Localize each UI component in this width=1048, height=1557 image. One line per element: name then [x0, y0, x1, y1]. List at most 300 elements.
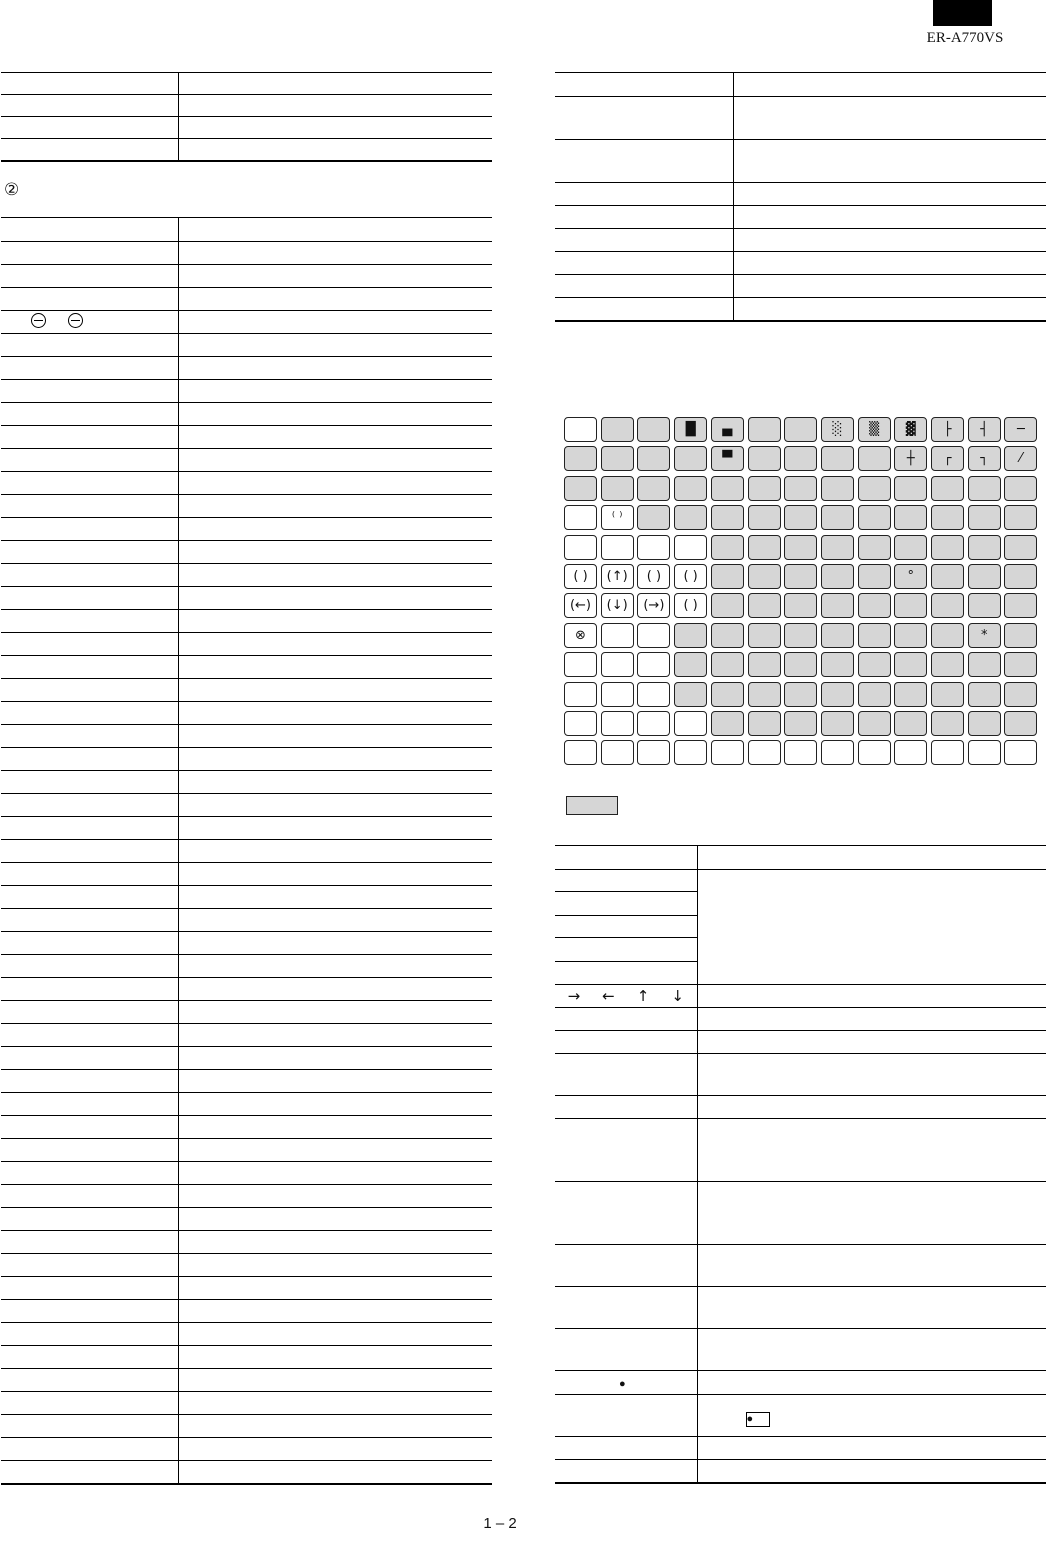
- table-cell-desc: [178, 518, 492, 541]
- table-cell-label: [555, 916, 697, 938]
- table-row: [1, 1070, 492, 1093]
- keyboard-key: [637, 652, 670, 677]
- table-cell-desc: [178, 218, 492, 242]
- table-cell-label: [555, 183, 733, 206]
- table-cell-label: [1, 117, 178, 139]
- keyboard-key: [858, 476, 891, 501]
- table-row: [1, 932, 492, 955]
- table-cell-desc: [178, 1001, 492, 1024]
- table-cell-label: [1, 886, 178, 909]
- keyboard-key: [894, 740, 927, 765]
- table-cell-label: [555, 252, 733, 275]
- table-row: [555, 1182, 1046, 1245]
- table-row: [555, 140, 1046, 183]
- keyboard-key: [1004, 711, 1037, 736]
- table-row: [555, 1119, 1046, 1182]
- table-cell-desc: [733, 73, 1046, 97]
- keyboard-key: [968, 564, 1001, 589]
- table-row: [555, 1371, 1046, 1395]
- table-cell-desc: [178, 1093, 492, 1116]
- keyboard-key: █: [674, 417, 707, 442]
- table-row: [1, 610, 492, 633]
- keyboard-key: [821, 740, 854, 765]
- keyboard-key: [968, 740, 1001, 765]
- table-row: [1, 426, 492, 449]
- keyboard-key: [784, 711, 817, 736]
- table-cell-desc: [178, 955, 492, 978]
- table-cell-desc: [697, 846, 1046, 870]
- table-cell-label: [1, 587, 178, 610]
- table-row: [1, 1208, 492, 1231]
- keyboard-key: (↑): [601, 564, 634, 589]
- keyboard-key: [858, 623, 891, 648]
- keyboard-key: [564, 476, 597, 501]
- table-cell-desc: [178, 771, 492, 794]
- table-cell-desc: [178, 139, 492, 161]
- keyboard-key: [894, 593, 927, 618]
- table-cell-label: [555, 1287, 697, 1329]
- table-cell-label: [1, 357, 178, 380]
- keyboard-key: ├: [931, 417, 964, 442]
- table-cell-desc: [733, 298, 1046, 321]
- table-cell-desc: [697, 1182, 1046, 1245]
- section-marker: ②: [4, 180, 20, 199]
- keyboard-key: [1004, 740, 1037, 765]
- table-cell-desc: [178, 1346, 492, 1369]
- table-cell-desc: [178, 679, 492, 702]
- keyboard-key: ( ): [674, 564, 707, 589]
- keyboard-key: [968, 593, 1001, 618]
- keyboard-key: [674, 740, 707, 765]
- table-row: [1, 794, 492, 817]
- table-row: [1, 139, 492, 161]
- table-cell-desc: [178, 587, 492, 610]
- keyboard-key: [674, 505, 707, 530]
- keyboard-key: [674, 476, 707, 501]
- table-cell-desc: [178, 978, 492, 1001]
- keyboard-key: [858, 564, 891, 589]
- arrow-icon: ←: [602, 987, 615, 1005]
- table-cell-label: [1, 541, 178, 564]
- keyboard-key: [821, 711, 854, 736]
- table-row: [1, 117, 492, 139]
- table-cell-label: [555, 1182, 697, 1245]
- table-row: [555, 985, 1046, 1008]
- keyboard-key: [821, 593, 854, 618]
- table-cell-label: [555, 1245, 697, 1287]
- dot-icon: ●: [619, 1377, 626, 1390]
- table-row: [555, 1031, 1046, 1054]
- table-cell-desc: [697, 1287, 1046, 1329]
- table-cell-desc: [697, 1437, 1046, 1460]
- table-row: [555, 870, 1046, 892]
- keyboard-key: ⁄: [1004, 446, 1037, 471]
- keyboard-key: [601, 535, 634, 560]
- table-cell-label: [1, 472, 178, 495]
- table-row: [1, 95, 492, 117]
- keyboard-key: [601, 623, 634, 648]
- keyboard-key: [931, 476, 964, 501]
- keyboard-key: [601, 476, 634, 501]
- keyboard-key: [748, 564, 781, 589]
- dot-key-icon: ●: [746, 1412, 770, 1427]
- keyboard-key: [674, 682, 707, 707]
- table-cell-desc: [733, 252, 1046, 275]
- keyboard-key: [601, 711, 634, 736]
- table-cell-label: [555, 1371, 697, 1395]
- table-cell-label: [1, 840, 178, 863]
- keyboard-key: [1004, 593, 1037, 618]
- keyboard-key: ▒: [858, 417, 891, 442]
- table-cell-label: [555, 870, 697, 892]
- keyboard-key: [637, 711, 670, 736]
- keyboard-key: [968, 652, 1001, 677]
- keyboard-key: [711, 711, 744, 736]
- table-row: [1, 702, 492, 725]
- table-cell-label: [1, 955, 178, 978]
- keyboard-key: [821, 564, 854, 589]
- table-cell-desc: [178, 702, 492, 725]
- table-cell-desc: [178, 288, 492, 311]
- table-cell-label: [1, 1438, 178, 1461]
- keyboard-key: ( ): [674, 593, 707, 618]
- table-row: [1, 311, 492, 334]
- table-cell-desc: [178, 449, 492, 472]
- table-row: [1, 1369, 492, 1392]
- table-row: [1, 1300, 492, 1323]
- table-row: [1, 1001, 492, 1024]
- table-cell-desc: [178, 863, 492, 886]
- table-cell-label: [555, 1437, 697, 1460]
- keyboard-key: [784, 476, 817, 501]
- table-cell-desc: [178, 311, 492, 334]
- table-cell-label: [1, 288, 178, 311]
- table-cell-label: [555, 298, 733, 321]
- table-cell-desc: [178, 541, 492, 564]
- keyboard-key: [931, 535, 964, 560]
- table-cell-desc: [178, 610, 492, 633]
- table-row: [555, 1287, 1046, 1329]
- table-cell-label: [1, 1047, 178, 1070]
- table-cell-desc: [178, 1438, 492, 1461]
- keyboard-key: ─: [1004, 417, 1037, 442]
- table-row: [1, 472, 492, 495]
- keyboard-key: [748, 682, 781, 707]
- table-cell-label: [555, 1031, 697, 1054]
- table-cell-desc: [697, 1371, 1046, 1395]
- table-cell-desc: [697, 1031, 1046, 1054]
- table-cell-label: [1, 725, 178, 748]
- table-row: [555, 1329, 1046, 1371]
- table-cell-label: [1, 403, 178, 426]
- table-cell-label: [1, 1162, 178, 1185]
- keyboard-key: ▀: [711, 446, 744, 471]
- keyboard-key: [748, 417, 781, 442]
- table-row: [555, 1437, 1046, 1460]
- keyboard-key: [858, 446, 891, 471]
- table-cell-label: [1, 426, 178, 449]
- table-cell-desc: [178, 725, 492, 748]
- table-cell-label: [1, 218, 178, 242]
- keyboard-key: [564, 505, 597, 530]
- table-cell-label: [555, 1329, 697, 1371]
- table-row: [1, 1461, 492, 1484]
- table-cell-desc: [178, 1323, 492, 1346]
- arrow-icon: ↓: [671, 987, 684, 1005]
- keyboard-key: [637, 476, 670, 501]
- table-cell-label: [1, 932, 178, 955]
- keyboard-key: [748, 505, 781, 530]
- table-cell-desc: [178, 265, 492, 288]
- table-cell-label: [1, 139, 178, 161]
- table-row: [555, 252, 1046, 275]
- keyboard-key: ┼: [894, 446, 927, 471]
- keyboard-key: (→): [637, 593, 670, 618]
- keyboard-key: [674, 623, 707, 648]
- keyboard-key: [564, 682, 597, 707]
- table-row: [1, 242, 492, 265]
- table-row: [1, 1438, 492, 1461]
- table-cell-label: [1, 73, 178, 95]
- keyboard-layout: [560, 413, 1040, 767]
- table-row: [1, 587, 492, 610]
- table-cell-desc: [178, 1300, 492, 1323]
- model-name: ER-A770VS: [926, 30, 1004, 46]
- keyboard-key: ⊗: [564, 623, 597, 648]
- table-cell-label: [555, 962, 697, 985]
- keyboard-key: [894, 505, 927, 530]
- table-row: [555, 298, 1046, 321]
- table-row: [1, 1116, 492, 1139]
- table-row: [1, 1231, 492, 1254]
- table-cell-label: [555, 73, 733, 97]
- table-cell-label: [555, 1119, 697, 1182]
- keyboard-key: [1004, 652, 1037, 677]
- keyboard-key: [931, 505, 964, 530]
- table-cell-label: [1, 1369, 178, 1392]
- table-cell-label: [1, 1070, 178, 1093]
- table-cell-desc: [697, 1119, 1046, 1182]
- keyboard-key: [564, 711, 597, 736]
- table-cell-desc: [178, 909, 492, 932]
- table-row: [1, 218, 492, 242]
- table-cell-label: [555, 985, 697, 1008]
- keyboard-key: [748, 446, 781, 471]
- table-cell-label: [1, 748, 178, 771]
- table-row: [1, 403, 492, 426]
- table-row: [555, 73, 1046, 97]
- keyboard-key: [601, 417, 634, 442]
- table-row: [1, 1323, 492, 1346]
- table-cell-label: [555, 1008, 697, 1031]
- table-row: [1, 679, 492, 702]
- table-cell-label: [1, 95, 178, 117]
- table-cell-desc: [733, 183, 1046, 206]
- table-cell-desc: [178, 403, 492, 426]
- keyboard-key: [894, 476, 927, 501]
- keyboard-key: [784, 740, 817, 765]
- keyboard-key: [674, 535, 707, 560]
- keyboard-key: [637, 446, 670, 471]
- keyboard-key: [931, 682, 964, 707]
- table-cell-label: [1, 311, 178, 334]
- table-cell-desc: [178, 95, 492, 117]
- keyboard-key: [601, 740, 634, 765]
- table-row: [1, 1415, 492, 1438]
- table-cell-label: [1, 1139, 178, 1162]
- table-cell-label: [1, 1415, 178, 1438]
- keyboard-key: [931, 740, 964, 765]
- keyboard-key: [784, 535, 817, 560]
- table-cell-label: [1, 1093, 178, 1116]
- table-row: [555, 1395, 1046, 1437]
- table-row: [1, 978, 492, 1001]
- table-cell-desc: [178, 817, 492, 840]
- table-row: [555, 1245, 1046, 1287]
- keyboard-key: [858, 535, 891, 560]
- table-cell-desc: [178, 380, 492, 403]
- table-cell-desc: [178, 1024, 492, 1047]
- table-cell-desc: [178, 656, 492, 679]
- keyboard-key: [748, 740, 781, 765]
- keyboard-key: [894, 652, 927, 677]
- table-cell-label: [1, 1300, 178, 1323]
- table-cell-label: [1, 1277, 178, 1300]
- keyboard-key: [931, 623, 964, 648]
- keyboard-key: [931, 652, 964, 677]
- keyboard-key: [711, 740, 744, 765]
- table-row: [1, 564, 492, 587]
- table-row: [1, 909, 492, 932]
- keyboard-key: [821, 535, 854, 560]
- keyboard-key: [784, 564, 817, 589]
- keyboard-key: [968, 505, 1001, 530]
- keyboard-key: [637, 682, 670, 707]
- keyboard-key: [601, 682, 634, 707]
- keyboard-key: [784, 446, 817, 471]
- table-cell-desc: [733, 229, 1046, 252]
- table-row: [1, 1346, 492, 1369]
- table-cell-desc: [697, 985, 1046, 1008]
- table-cell-desc: [178, 1231, 492, 1254]
- keyboard-key: [564, 740, 597, 765]
- table-row: [1, 518, 492, 541]
- keyboard-key: [601, 446, 634, 471]
- keyboard-key: [711, 505, 744, 530]
- table-row: [1, 656, 492, 679]
- table-cell-label: [1, 702, 178, 725]
- table-cell-label: [1, 1208, 178, 1231]
- table-cell-label: [1, 1392, 178, 1415]
- keyboard-key: ░: [821, 417, 854, 442]
- header-black-tab: [933, 0, 992, 26]
- keyboard-key: [674, 711, 707, 736]
- table-row: [555, 1054, 1046, 1096]
- table-cell-label: [555, 97, 733, 140]
- keyboard-key: [711, 564, 744, 589]
- table-cell-desc: [697, 1460, 1046, 1483]
- arrow-icon: ↑: [636, 987, 650, 1005]
- table-cell-desc: [178, 1415, 492, 1438]
- table-row: [1, 1093, 492, 1116]
- table-cell-label: [1, 1001, 178, 1024]
- left-main-table: [1, 217, 492, 1485]
- keyboard-key: [564, 417, 597, 442]
- table-cell-label: [555, 1054, 697, 1096]
- keyboard-key: [858, 593, 891, 618]
- table-row: [555, 1008, 1046, 1031]
- keyboard-key: [784, 505, 817, 530]
- table-cell-desc: [697, 1395, 1046, 1437]
- table-cell-desc: [178, 1185, 492, 1208]
- keyboard-key: [968, 682, 1001, 707]
- keyboard-key: [968, 535, 1001, 560]
- table-cell-label: [555, 892, 697, 916]
- keyboard-key: [858, 652, 891, 677]
- keyboard-key: [894, 535, 927, 560]
- keyboard-key: [821, 446, 854, 471]
- table-cell-desc: [178, 1392, 492, 1415]
- table-cell-desc: [178, 495, 492, 518]
- table-row: [1, 265, 492, 288]
- keyboard-key: [784, 417, 817, 442]
- table-cell-label: [1, 242, 178, 265]
- keyboard-key: [821, 476, 854, 501]
- keyboard-key: [564, 535, 597, 560]
- table-row: [1, 1392, 492, 1415]
- table-row: [1, 1024, 492, 1047]
- table-cell-desc: [178, 1208, 492, 1231]
- keyboard-key: [1004, 564, 1037, 589]
- table-cell-label: [1, 909, 178, 932]
- keyboard-key: [711, 476, 744, 501]
- keyboard-key: ┤: [968, 417, 1001, 442]
- keyboard-key: [931, 711, 964, 736]
- table-cell-desc: [178, 117, 492, 139]
- keyboard-key: [821, 623, 854, 648]
- table-cell-label: [1, 1231, 178, 1254]
- right-bottom-table: [555, 845, 1046, 1484]
- table-cell-label: [1, 1323, 178, 1346]
- table-cell-label: [555, 1395, 697, 1437]
- table-cell-desc: [178, 1369, 492, 1392]
- table-row: [555, 183, 1046, 206]
- table-row: [1, 748, 492, 771]
- table-cell-desc: [178, 1116, 492, 1139]
- page-number: 1 – 2: [483, 1515, 517, 1532]
- keyboard-key: [637, 623, 670, 648]
- table-row: [1, 886, 492, 909]
- table-cell-label: [1, 1116, 178, 1139]
- keyboard-key: [784, 652, 817, 677]
- keyboard-key: [784, 682, 817, 707]
- table-cell-label: [555, 229, 733, 252]
- table-cell-label: [1, 334, 178, 357]
- table-cell-desc: [178, 1070, 492, 1093]
- arrow-icon: →: [567, 987, 581, 1005]
- table-row: [1, 357, 492, 380]
- keyboard-key: [637, 505, 670, 530]
- table-cell-label: [1, 1346, 178, 1369]
- table-cell-desc-merged: [697, 870, 1046, 985]
- keyboard-key: ▓: [894, 417, 927, 442]
- table-cell-label: [555, 1096, 697, 1119]
- keyboard-key: [1004, 623, 1037, 648]
- table-cell-desc: [178, 932, 492, 955]
- table-cell-desc: [733, 140, 1046, 183]
- table-cell-label: [1, 863, 178, 886]
- table-cell-desc: [178, 426, 492, 449]
